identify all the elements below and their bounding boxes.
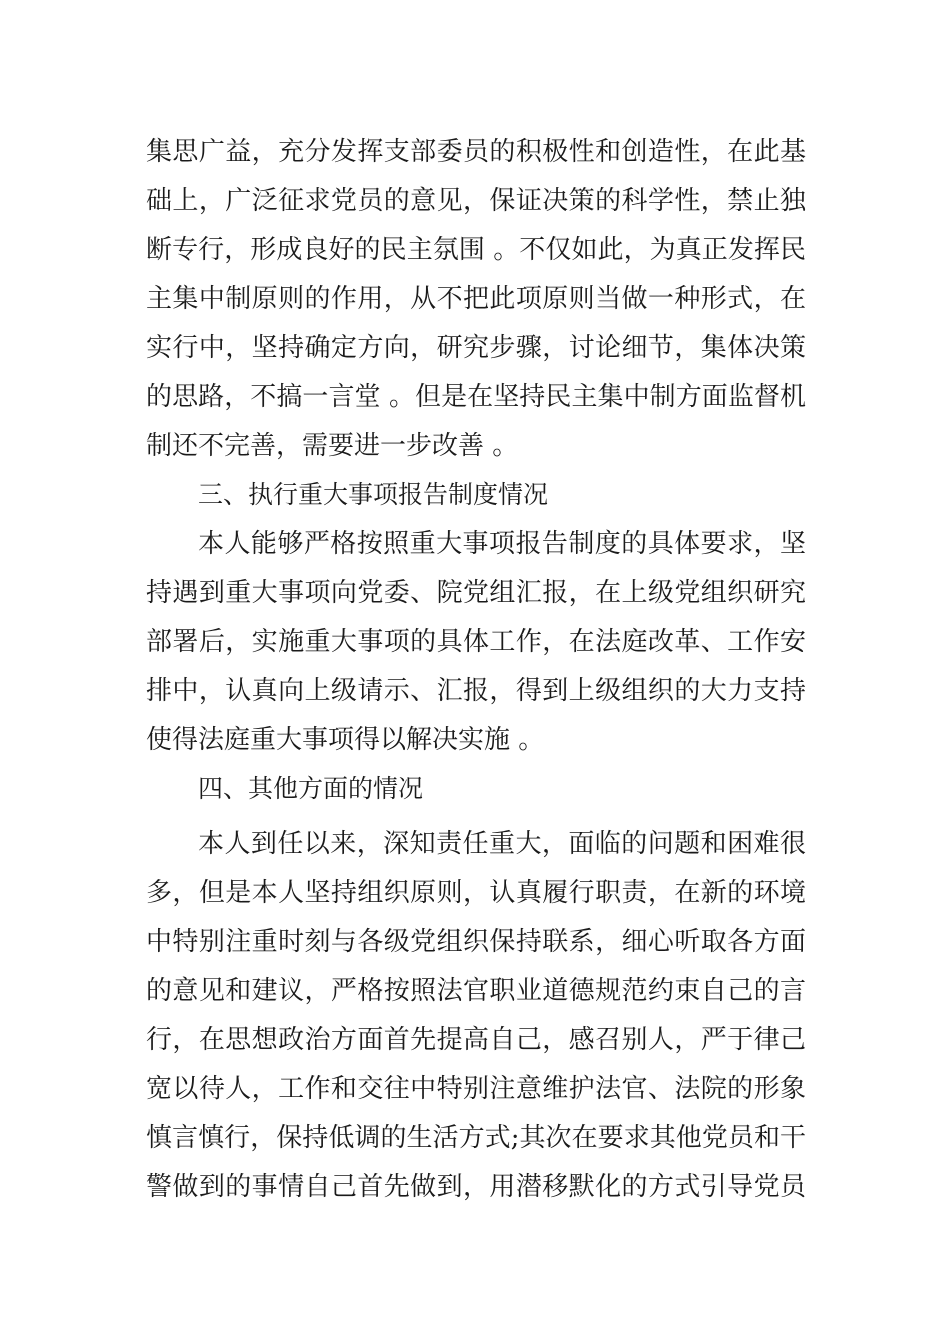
paragraph-line: 排中，认真向上级请示、汇报，得到上级组织的大力支持: [146, 676, 806, 706]
paragraph-line: 础上，广泛征求党员的意见，保证决策的科学性，禁止独: [146, 186, 806, 216]
paragraph-line: 实行中，坚持确定方向，研究步骤，讨论细节，集体决策: [146, 333, 806, 363]
paragraph-line: 中特别注重时刻与各级党组织保持联系，细心听取各方面: [146, 927, 806, 957]
paragraph-line: 持遇到重大事项向党委、院党组汇报，在上级党组织研究: [146, 578, 806, 608]
paragraph-line: 宽以待人，工作和交往中特别注意维护法官、法院的形象: [146, 1074, 806, 1104]
paragraph-line: 主集中制原则的作用，从不把此项原则当做一种形式，在: [146, 284, 806, 314]
paragraph-line: 多，但是本人坚持组织原则，认真履行职责，在新的环境: [146, 878, 806, 908]
paragraph-line: 使得法庭重大事项得以解决实施 。: [146, 725, 545, 755]
paragraph-line: 集思广益，充分发挥支部委员的积极性和创造性，在此基: [146, 137, 806, 167]
paragraph-line: 本人能够严格按照重大事项报告制度的具体要求，坚: [198, 529, 806, 559]
paragraph-line: 的思路，不搞一言堂 。但是在坚持民主集中制方面监督机: [146, 382, 806, 412]
paragraph-line: 断专行，形成良好的民主氛围 。不仅如此，为真正发挥民: [146, 235, 806, 265]
paragraph-line: 部署后，实施重大事项的具体工作，在法庭改革、工作安: [146, 627, 806, 657]
paragraph-line: 警做到的事情自己首先做到，用潜移默化的方式引导党员: [146, 1172, 806, 1202]
section-heading: 三、执行重大事项报告制度情况: [198, 480, 549, 509]
paragraph-line: 制还不完善，需要进一步改善 。: [146, 431, 519, 461]
paragraph-line: 本人到任以来，深知责任重大，面临的问题和困难很: [198, 829, 806, 859]
section-heading: 四、其他方面的情况: [198, 774, 424, 803]
paragraph-line: 慎言慎行，保持低调的生活方式;其次在要求其他党员和干: [146, 1123, 806, 1153]
paragraph-line: 行，在思想政治方面首先提高自己，感召别人，严于律己: [146, 1025, 806, 1055]
paragraph-line: 的意见和建议，严格按照法官职业道德规范约束自己的言: [146, 976, 806, 1006]
